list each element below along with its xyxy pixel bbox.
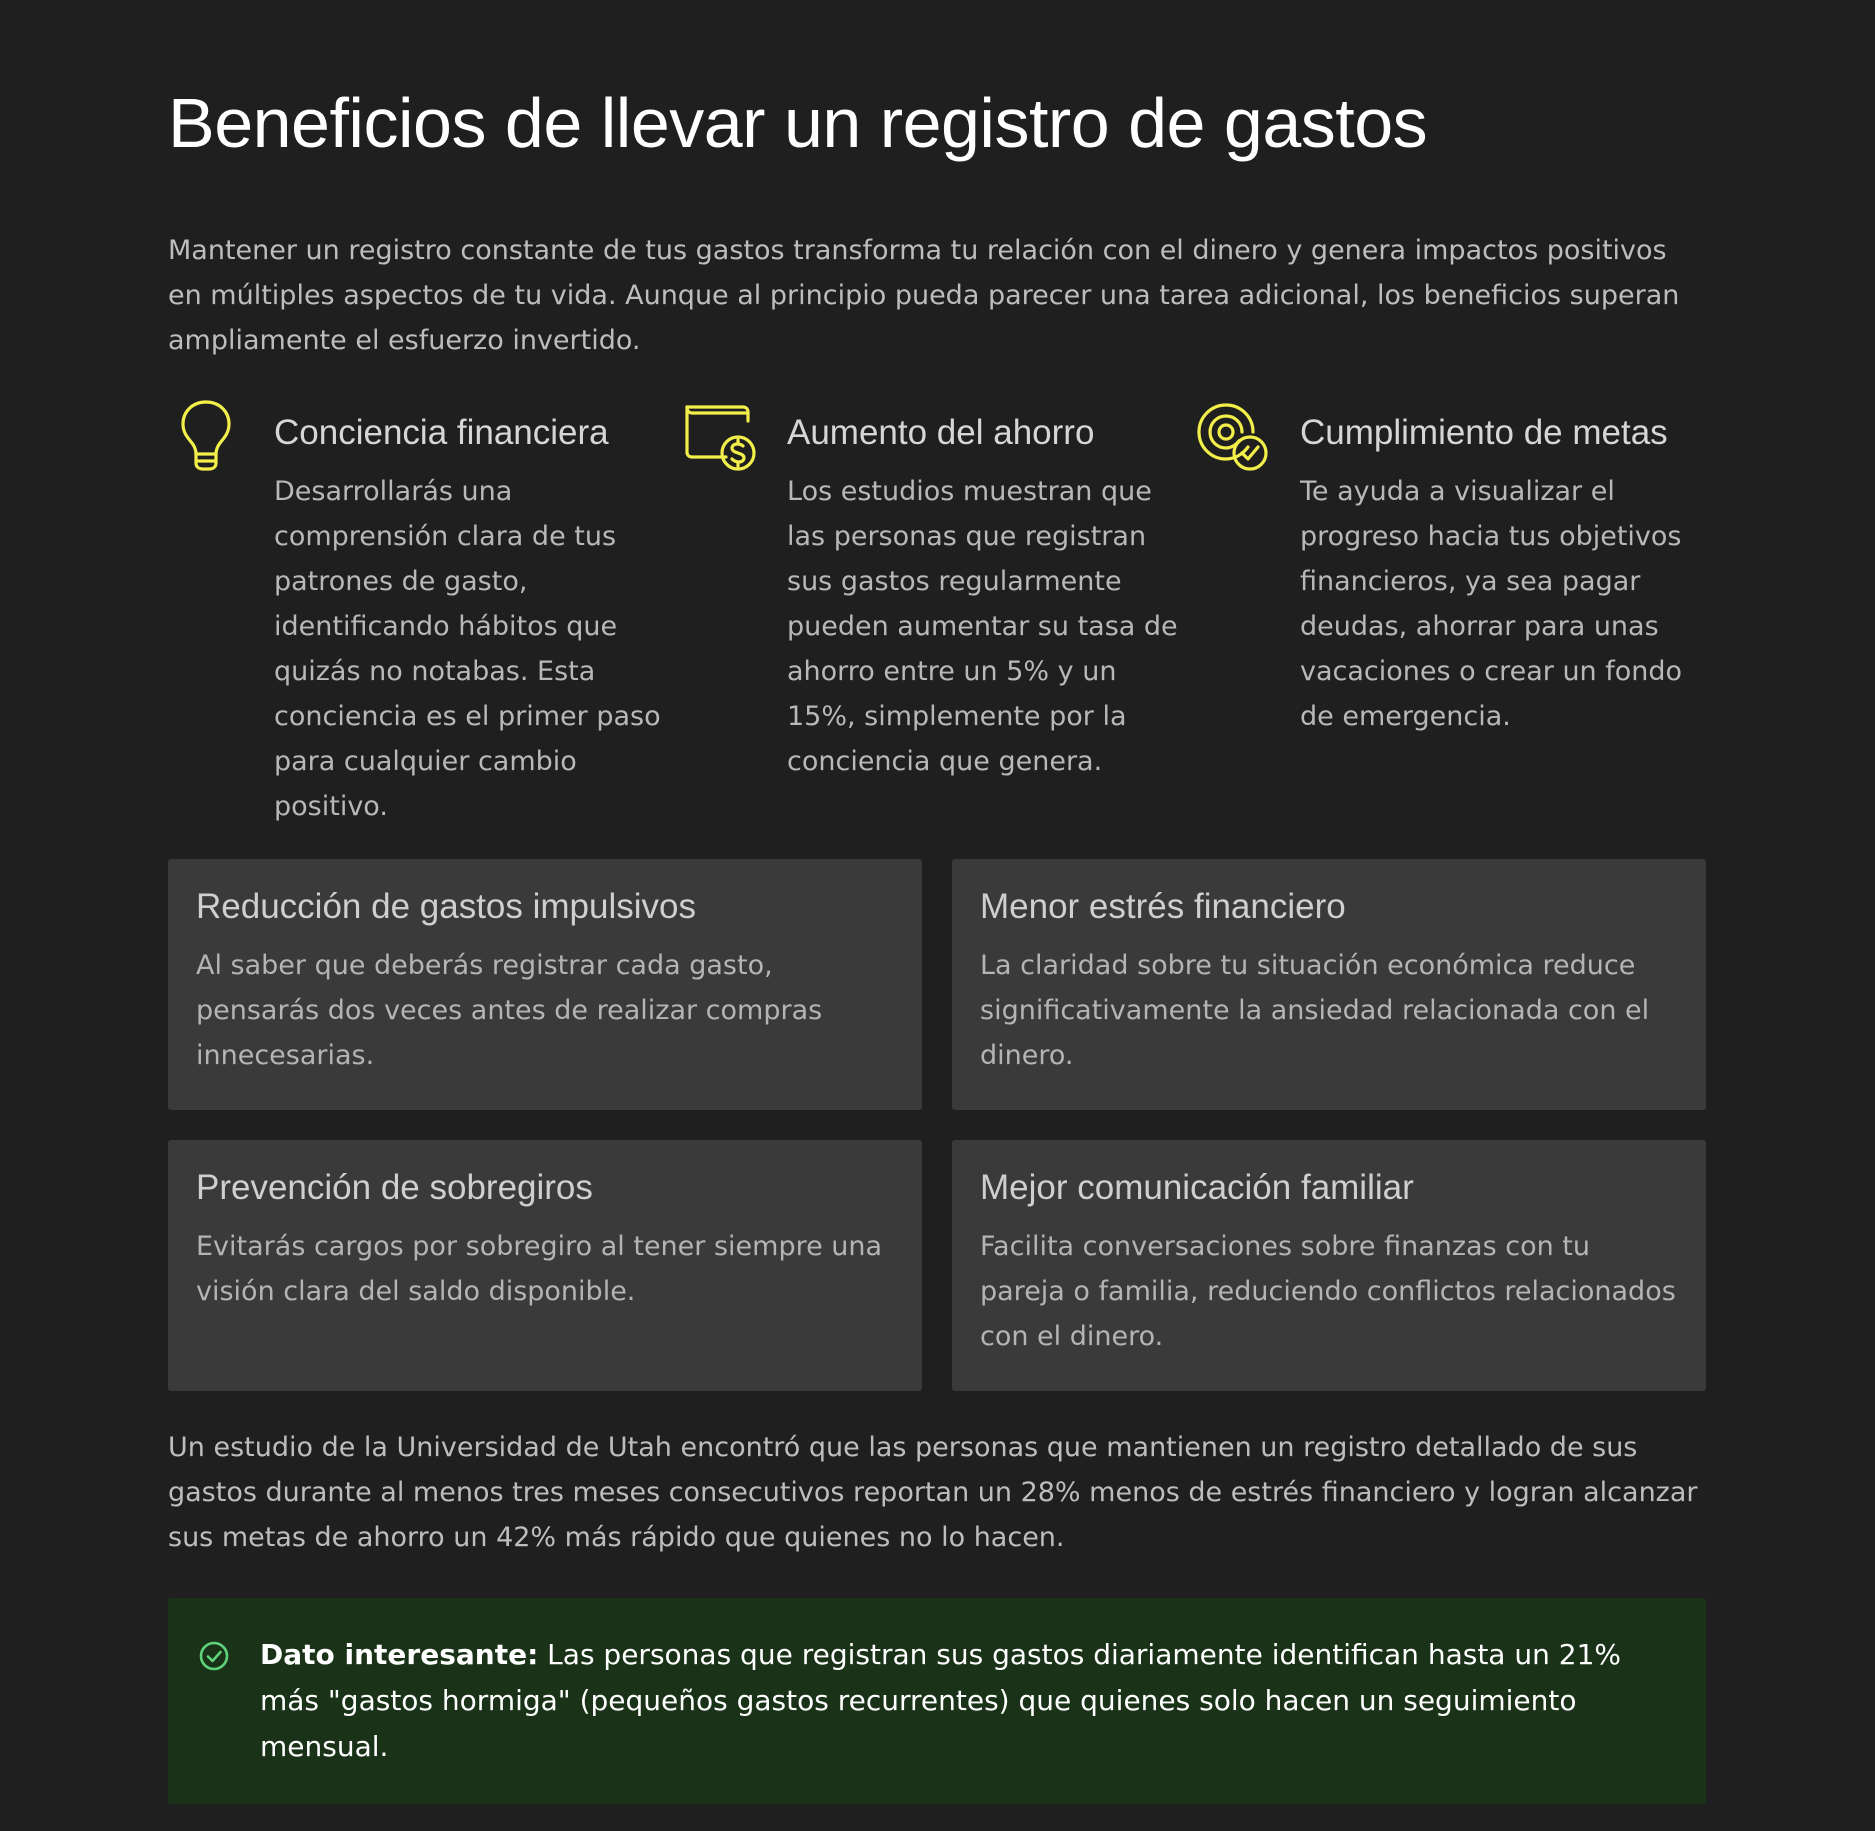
check-circle-icon <box>198 1640 230 1672</box>
card-text: Al saber que deberás registrar cada gasto, pensarás dos veces antes de realizar compras innecesarias. <box>196 950 823 1071</box>
feature-text: Los estudios muestran que las personas que registran sus gastos regularmente pueden aumentar su tasa de ahorro entre un 5% y un 15%, simplemente por la conciencia que genera. <box>787 476 1178 777</box>
feature-text: Te ayuda a visualizar el progreso hacia tus objetivos financieros, ya sea pagar deudas, ahorrar para unas vacaciones o crear un fondo de emergencia. <box>1300 476 1683 732</box>
card-gastos-impulsivos <box>168 859 922 1110</box>
card-title: Mejor comunicación familiar <box>980 1168 1414 1207</box>
feature-title: Conciencia financiera <box>274 413 609 452</box>
card-menor-estres <box>952 859 1706 1110</box>
card-sobregiros <box>168 1140 922 1391</box>
intro-paragraph: Mantener un registro constante de tus gastos transforma tu relación con el dinero y genera impactos positivos en múltiples aspectos de tu vida. Aunque al principio pueda parecer una tarea adicional, los beneficios superan ampliamente el esfuerzo invertido. <box>168 235 1680 356</box>
card-text: Evitarás cargos por sobregiro al tener siempre una visión clara del saldo disponible. <box>196 1231 883 1307</box>
callout-body: Las personas que registran sus gastos diariamente identifican hasta un 21% más "gastos hormiga" (pequeños gastos recurrentes) que quienes solo hacen un seguimiento mensual. <box>260 1638 1621 1763</box>
callout-dato-interesante <box>168 1598 1706 1804</box>
callout-label: Dato interesante: <box>260 1638 539 1671</box>
card-title: Reducción de gastos impulsivos <box>196 887 696 926</box>
card-title: Prevención de sobregiros <box>196 1168 593 1207</box>
wallet-dollar-icon <box>681 397 757 477</box>
callout-text <box>260 1632 1676 1770</box>
study-paragraph: Un estudio de la Universidad de Utah encontró que las personas que mantienen un registro detallado de sus gastos durante al menos tres meses consecutivos reportan un 28% menos de estrés financiero y logran alcanzar sus metas de ahorro un 42% más rápido que quienes no lo hacen. <box>168 1432 1698 1553</box>
feature-metas <box>1194 397 1707 829</box>
feature-row <box>168 397 1707 829</box>
card-title: Menor estrés financiero <box>980 887 1346 926</box>
card-text: Facilita conversaciones sobre finanzas con tu pareja o familia, reduciendo conflictos relacionados con el dinero. <box>980 1231 1676 1352</box>
benefit-cards <box>168 859 1707 1391</box>
card-comunicacion-familiar <box>952 1140 1706 1391</box>
feature-title: Cumplimiento de metas <box>1300 413 1668 452</box>
lightbulb-icon <box>168 397 244 477</box>
page-title: Beneficios de llevar un registro de gastos <box>168 84 1428 162</box>
feature-ahorro <box>681 397 1194 829</box>
feature-text: Desarrollarás una comprensión clara de tus patrones de gasto, identificando hábitos que quizás no notabas. Esta conciencia es el primer paso para cualquier cambio positivo. <box>274 476 661 822</box>
feature-conciencia <box>168 397 681 829</box>
feature-title: Aumento del ahorro <box>787 413 1095 452</box>
target-check-icon <box>1194 397 1270 477</box>
card-text: La claridad sobre tu situación económica reduce significativamente la ansiedad relacionada con el dinero. <box>980 950 1650 1071</box>
